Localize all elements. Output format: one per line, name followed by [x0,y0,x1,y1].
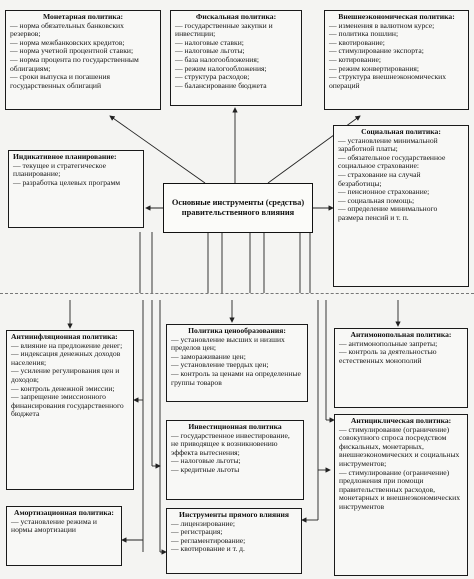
box-title: Внешнеэкономическая политика: [338,12,455,21]
box-title: Политика ценообразования: [188,326,286,335]
list-item: — установление высших и низших пределов цен; [171,336,303,353]
central-instruments-box [163,183,313,233]
list-item: — изменения в валютном курсе; [329,22,464,31]
box-title: Инвестиционная политика [188,422,282,431]
list-item: — структура расходов; [175,73,297,82]
list-item: — регистрация; [171,528,297,537]
direct-influence-box [166,508,302,574]
list-item: — котирование; [329,56,464,65]
list-item: — обязательное государственное социальное страхование: [338,154,464,171]
list-item: — антимонопольные запреты; [339,340,463,349]
anti-inflation-policy-box [6,330,134,490]
list-item: — установление твердых цен; [171,361,303,370]
list-item: — квотирование; [329,39,464,48]
list-item: — индексация денежных доходов населения; [11,350,129,367]
list-item: — налоговые ставки; [175,39,297,48]
box-title: Социальная политика: [361,127,441,136]
list-item: — стимулирование экспорта; [329,47,464,56]
list-item: — установление режима и нормы амортизации [11,518,117,535]
list-item: — социальная помощь; [338,197,464,206]
box-title: Антимонопольная политика: [350,330,452,339]
monetary-policy-box [5,10,161,110]
central-title: Основные инструменты (средства) правительственного влияния [171,198,305,217]
list-item: — замораживание цен; [171,353,303,362]
list-item: — стимулирование (ограничение) предложения при помощи правительственных расходов, монетарных и внешнеэкономических инструментов [339,469,463,512]
box-title: Индикативное планирование: [13,152,117,161]
social-policy-box [333,125,469,287]
box-title: Фискальная политика: [195,12,277,21]
list-item: — контроль за деятельностью естественных монополий [339,348,463,365]
depreciation-policy-box [6,506,122,566]
list-item: — пенсионное страхование; [338,188,464,197]
list-item: — норма межбанковских кредитов; [10,39,156,48]
list-item: — норма обязательных банковских резервов; [10,22,156,39]
antimonopoly-policy-box [334,328,468,408]
box-title: Монетарная политика: [42,12,124,21]
list-item: — стимулирование (ограничение) совокупного спроса посредством фискальных, монетарных, внешнеэкономических и социальных инструментов; [339,426,463,469]
list-item: — запрещение эмиссионного финансирования государственного бюджета [11,393,129,419]
list-item: — налоговые льготы; [171,457,299,466]
list-item: — усиление регулирования цен и доходов; [11,367,129,384]
box-title: Амортизационная политика: [14,508,114,517]
list-item: — политика пошлин; [329,30,464,39]
investment-policy-box [166,420,304,500]
pricing-policy-box [166,324,308,402]
list-item: — разработка целевых программ [13,179,139,188]
list-item: — структура внешнеэкономических операций [329,73,464,90]
list-item: — сроки выпуска и погашения государственных облигаций [10,73,156,90]
page-divider [0,293,474,296]
indicative-planning-box [8,150,144,228]
list-item: — государственное инвестирование, не приводящее к возникновению эффекта вытеснения; [171,432,299,458]
list-item: — норма учетной процентной ставки; [10,47,156,56]
list-item: — база налогообложения; [175,56,297,65]
fiscal-policy-box [170,10,302,106]
list-item: — балансирование бюджета [175,82,297,91]
list-item: — режим налогообложения; [175,65,297,74]
box-title: Инструменты прямого влияния [179,510,289,519]
list-item: — государственные закупки и инвестиции; [175,22,297,39]
list-item: — квотирование и т. д. [171,545,297,554]
list-item: — кредитные льготы [171,466,299,475]
box-title: Антициклическая политика: [350,416,452,425]
list-item: — норма процента по государственным облигациям; [10,56,156,73]
list-item: — налоговые льготы; [175,47,297,56]
box-title: Антиинфляционная политика: [11,332,118,341]
list-item: — лицензирование; [171,520,297,529]
list-item: — страхование на случай безработицы; [338,171,464,188]
list-item: — регламентирование; [171,537,297,546]
list-item: — влияние на предложение денег; [11,342,129,351]
anticyclical-policy-box [334,414,468,576]
list-item: — режим конвертирования; [329,65,464,74]
foreign-economic-policy-box [324,10,469,110]
list-item: — текущее и стратегическое планирование; [13,162,139,179]
list-item: — контроль за ценами на определенные группы товаров [171,370,303,387]
list-item: — установление минимальной заработной платы; [338,137,464,154]
list-item: — определение минимального размера пенсий и т. п. [338,205,464,222]
list-item: — контроль денежной эмиссии; [11,385,129,394]
